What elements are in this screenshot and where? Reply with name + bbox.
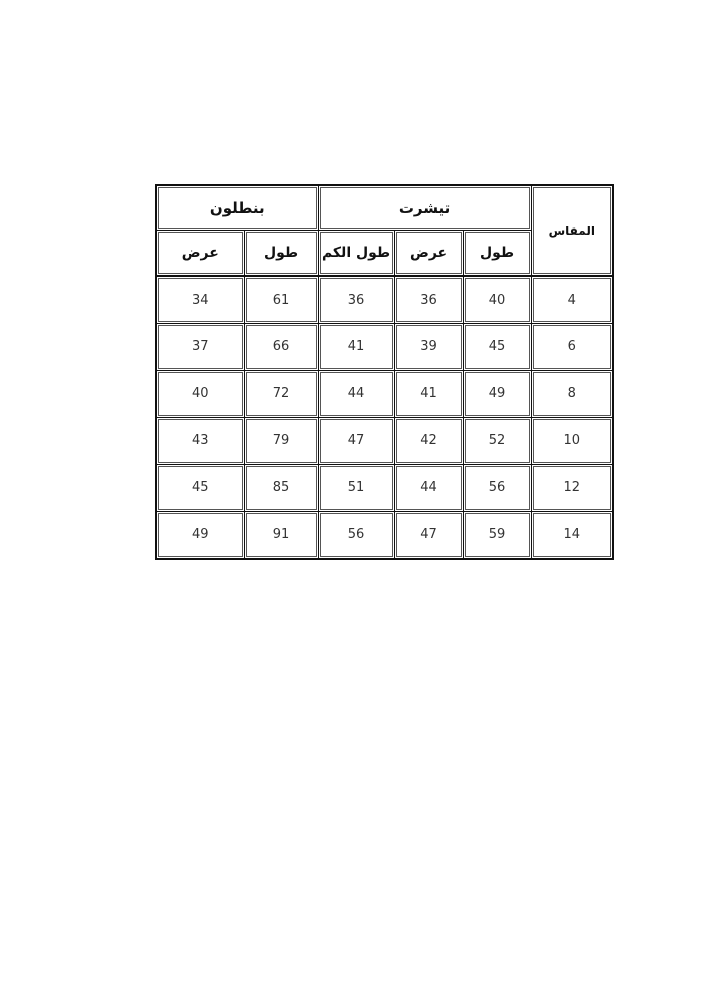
pants-header: بنطلون [156, 185, 318, 231]
tshirt-sleeve-header: طول الكم [318, 231, 394, 277]
size-cell: 12 [531, 464, 613, 511]
tshirt-length-header: طول [463, 231, 531, 277]
tshirt-sleeve-cell: 41 [318, 324, 394, 371]
table-row [156, 417, 613, 464]
tshirt-sleeve-cell: 44 [318, 370, 394, 417]
pants-length-cell: 61 [244, 276, 318, 324]
pants-length-cell: 79 [244, 417, 318, 464]
pants-width-cell: 34 [156, 276, 244, 324]
tshirt-width-cell: 47 [394, 511, 463, 559]
size-cell: 8 [531, 370, 613, 417]
tshirt-sleeve-cell: 56 [318, 511, 394, 559]
header-row-groups [156, 185, 613, 231]
tshirt-header: تيشرت [318, 185, 531, 231]
tshirt-width-cell: 44 [394, 464, 463, 511]
tshirt-width-cell: 42 [394, 417, 463, 464]
table-row [156, 370, 613, 417]
table-row [156, 276, 613, 324]
size-chart-table [155, 184, 614, 560]
tshirt-length-cell: 49 [463, 370, 531, 417]
pants-width-cell: 43 [156, 417, 244, 464]
tshirt-width-cell: 39 [394, 324, 463, 371]
pants-length-cell: 72 [244, 370, 318, 417]
tshirt-length-cell: 52 [463, 417, 531, 464]
pants-width-cell: 45 [156, 464, 244, 511]
tshirt-length-cell: 45 [463, 324, 531, 371]
tshirt-width-cell: 41 [394, 370, 463, 417]
tshirt-sleeve-cell: 51 [318, 464, 394, 511]
pants-length-cell: 85 [244, 464, 318, 511]
pants-length-header: طول [244, 231, 318, 277]
table-row [156, 464, 613, 511]
pants-length-cell: 91 [244, 511, 318, 559]
size-cell: 4 [531, 276, 613, 324]
tshirt-width-header: عرض [394, 231, 463, 277]
tshirt-length-cell: 59 [463, 511, 531, 559]
pants-length-cell: 66 [244, 324, 318, 371]
pants-width-header: عرض [156, 231, 244, 277]
tshirt-width-cell: 36 [394, 276, 463, 324]
tshirt-sleeve-cell: 36 [318, 276, 394, 324]
pants-width-cell: 49 [156, 511, 244, 559]
pants-width-cell: 40 [156, 370, 244, 417]
table-row [156, 324, 613, 371]
tshirt-sleeve-cell: 47 [318, 417, 394, 464]
size-cell: 14 [531, 511, 613, 559]
pants-width-cell: 37 [156, 324, 244, 371]
tshirt-length-cell: 56 [463, 464, 531, 511]
size-cell: 6 [531, 324, 613, 371]
tshirt-length-cell: 40 [463, 276, 531, 324]
size-header: المقاس [531, 185, 613, 276]
table-row [156, 511, 613, 559]
size-cell: 10 [531, 417, 613, 464]
